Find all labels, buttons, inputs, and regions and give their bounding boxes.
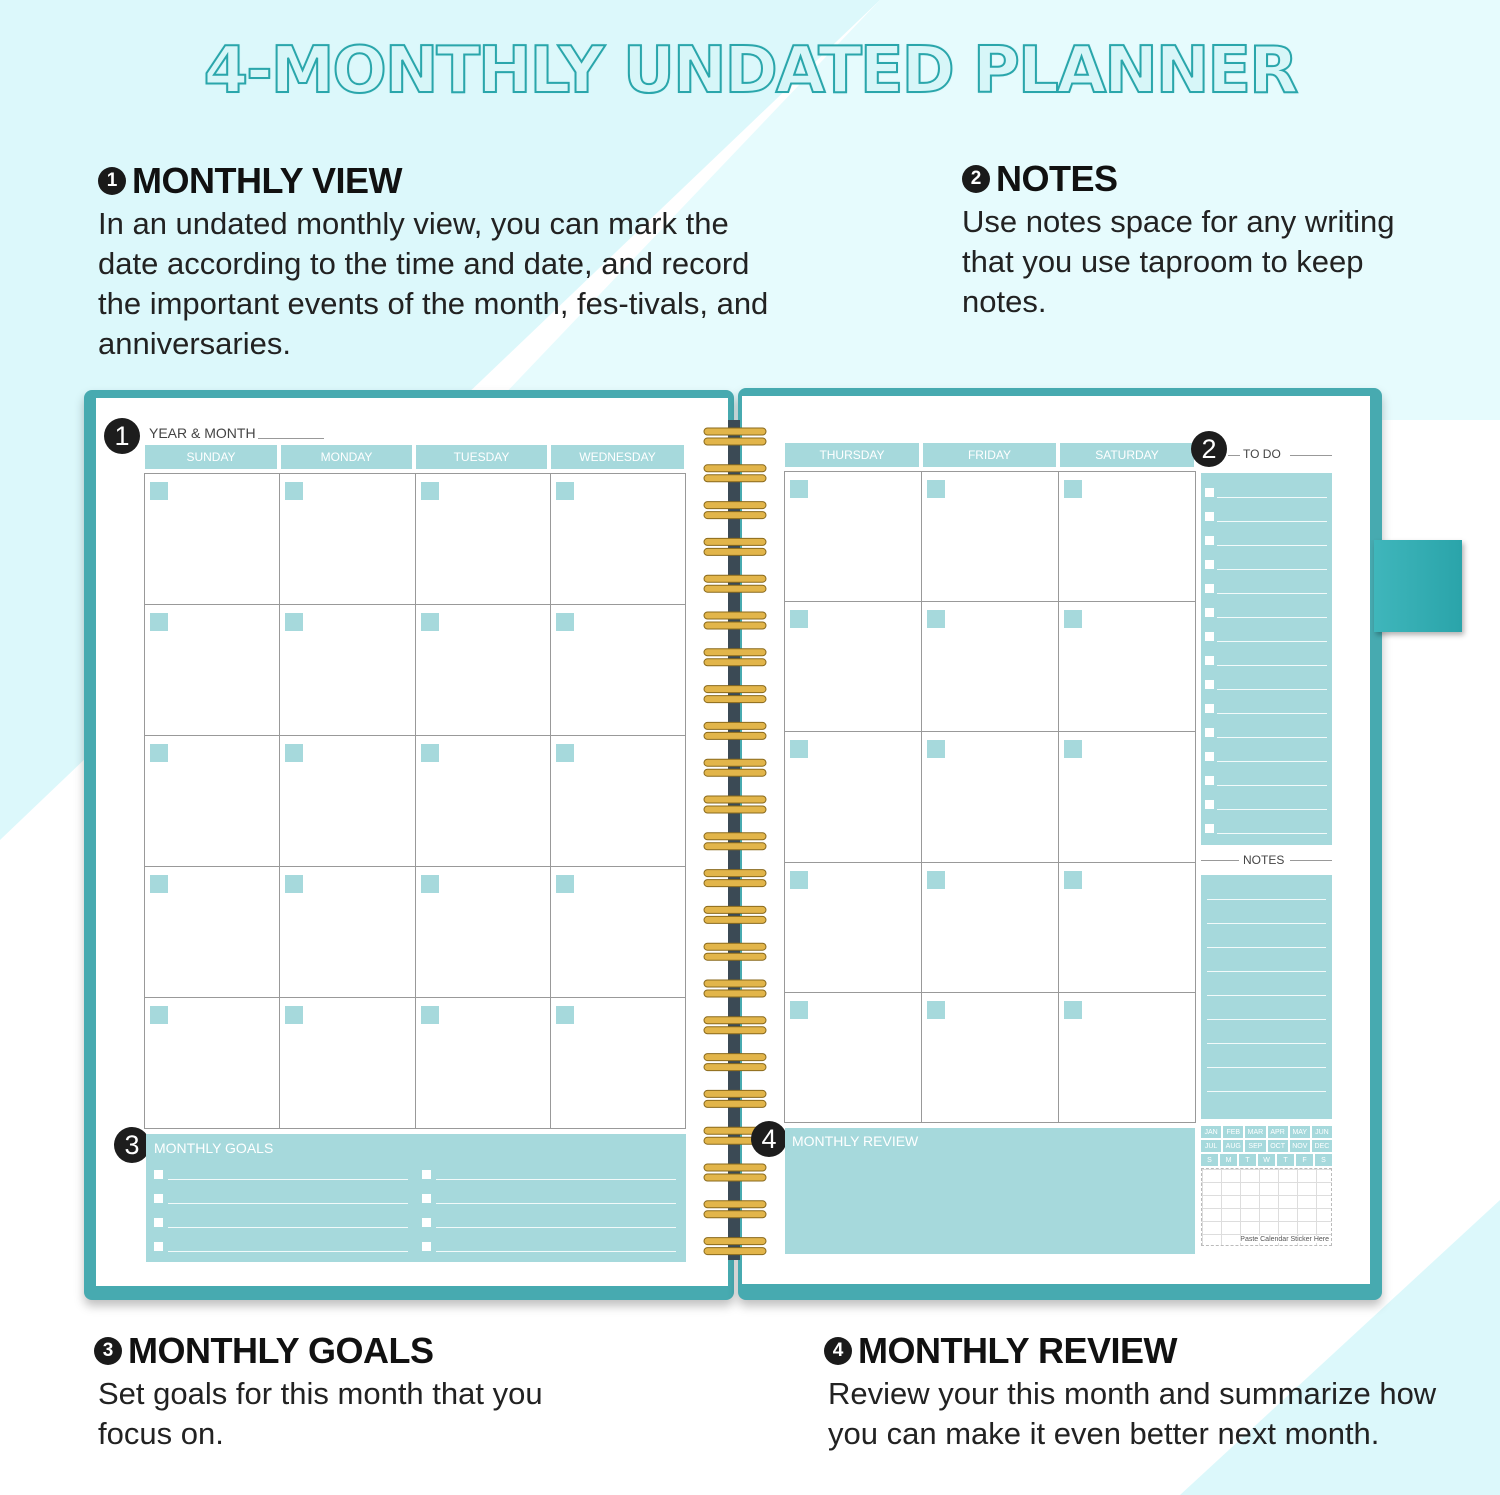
goal-line	[168, 1227, 408, 1228]
todo-checkbox	[1205, 560, 1214, 569]
spiral-ring	[704, 880, 766, 887]
spiral-ring	[704, 475, 766, 482]
feature-monthly-goals	[94, 1330, 594, 1454]
spiral-ring	[704, 465, 766, 472]
spiral-ring	[704, 833, 766, 840]
goal-checkbox	[154, 1194, 163, 1203]
spiral-ring	[704, 796, 766, 803]
todo-checkbox	[1205, 680, 1214, 689]
date-box	[927, 871, 945, 889]
day-cell	[922, 602, 1059, 732]
spiral-ring	[704, 953, 766, 960]
marker-3: 3	[114, 1127, 150, 1163]
marker-1: 1	[104, 418, 140, 454]
date-box	[150, 1006, 168, 1024]
day-cell	[280, 474, 415, 605]
feature-title: NOTES	[996, 158, 1118, 199]
date-box	[285, 1006, 303, 1024]
day-cell	[280, 998, 415, 1129]
day-cell	[1059, 472, 1196, 602]
spiral-ring	[704, 1054, 766, 1061]
number-badge: 3	[94, 1337, 122, 1365]
feature-description: Set goals for this month that you focus on.	[98, 1376, 543, 1451]
spiral-ring	[704, 1090, 766, 1097]
spiral-ring	[704, 1248, 766, 1255]
notes-panel	[1201, 875, 1332, 1119]
weekday-cell: T	[1277, 1154, 1294, 1166]
day-cell	[416, 867, 551, 998]
sticker-area	[1201, 1168, 1332, 1246]
date-box	[1064, 1001, 1082, 1019]
todo-line	[1217, 785, 1327, 786]
feature-title: MONTHLY REVIEW	[858, 1330, 1178, 1371]
month-cell: JUL	[1201, 1140, 1221, 1152]
todo-line-left	[1228, 455, 1240, 456]
number-badge: 2	[962, 165, 990, 193]
spiral-ring	[704, 1238, 766, 1245]
day-header-sunday: SUNDAY	[145, 445, 277, 469]
spiral-ring	[704, 870, 766, 877]
todo-label: TO DO	[1243, 447, 1281, 461]
spiral-ring	[704, 980, 766, 987]
number-badge: 1	[98, 167, 126, 195]
notes-line	[1207, 1091, 1326, 1092]
date-box	[285, 613, 303, 631]
date-box	[285, 482, 303, 500]
day-cell	[145, 736, 280, 867]
day-header-tuesday: TUESDAY	[416, 445, 547, 469]
month-cell: MAR	[1245, 1126, 1265, 1138]
day-header-friday: FRIDAY	[923, 443, 1056, 467]
weekday-cell: S	[1315, 1154, 1332, 1166]
bookmark-tab	[1374, 540, 1462, 632]
feature-title: MONTHLY GOALS	[128, 1330, 434, 1371]
spiral-ring	[704, 732, 766, 739]
todo-line	[1217, 569, 1327, 570]
spiral-ring	[704, 906, 766, 913]
mini-calendar	[1201, 1126, 1332, 1246]
todo-checkbox	[1205, 800, 1214, 809]
todo-checkbox	[1205, 608, 1214, 617]
spiral-ring	[704, 612, 766, 619]
notes-line	[1207, 971, 1326, 972]
day-cell	[922, 472, 1059, 602]
goal-checkbox	[422, 1170, 431, 1179]
month-cell: DEC	[1312, 1140, 1332, 1152]
goal-checkbox	[154, 1170, 163, 1179]
year-month-line	[258, 438, 324, 439]
todo-line	[1217, 665, 1327, 666]
todo-line	[1217, 593, 1327, 594]
month-cell: FEB	[1223, 1126, 1243, 1138]
date-box	[150, 613, 168, 631]
date-box	[421, 875, 439, 893]
todo-line	[1217, 737, 1327, 738]
spiral-ring	[704, 1064, 766, 1071]
notes-line	[1207, 1043, 1326, 1044]
goal-line	[168, 1203, 408, 1204]
day-cell	[1059, 993, 1196, 1123]
todo-checkbox	[1205, 776, 1214, 785]
todo-line	[1217, 833, 1327, 834]
date-box	[150, 482, 168, 500]
date-box	[285, 744, 303, 762]
day-cell	[785, 993, 922, 1123]
goal-checkbox	[422, 1194, 431, 1203]
goal-line	[436, 1203, 676, 1204]
day-header-thursday: THURSDAY	[785, 443, 919, 467]
goal-line	[436, 1179, 676, 1180]
page-title: 4-MONTHLY UNDATED PLANNER	[203, 34, 1297, 108]
date-box	[927, 740, 945, 758]
spiral-ring	[704, 548, 766, 555]
todo-line	[1217, 809, 1327, 810]
day-cell	[416, 474, 551, 605]
monthly-goals-panel	[146, 1134, 686, 1262]
day-cell	[1059, 602, 1196, 732]
todo-checkbox	[1205, 656, 1214, 665]
todo-line	[1217, 689, 1327, 690]
weekday-cell: W	[1258, 1154, 1275, 1166]
month-cell: AUG	[1223, 1140, 1243, 1152]
day-cell	[551, 867, 686, 998]
spiral-ring	[704, 512, 766, 519]
notes-label: NOTES	[1243, 853, 1285, 867]
date-box	[421, 744, 439, 762]
date-box	[556, 1006, 574, 1024]
feature-description: Review your this month and summarize how you can make it even better next month.	[828, 1376, 1437, 1451]
months-row-2	[1201, 1140, 1332, 1152]
date-box	[1064, 740, 1082, 758]
date-box	[556, 875, 574, 893]
spiral-ring	[704, 806, 766, 813]
todo-line	[1217, 641, 1327, 642]
day-cell	[551, 605, 686, 736]
goal-line	[436, 1227, 676, 1228]
date-box	[421, 482, 439, 500]
date-box	[790, 740, 808, 758]
spiral-ring	[704, 686, 766, 693]
todo-checkbox	[1205, 512, 1214, 521]
date-box	[556, 482, 574, 500]
day-header-monday: MONDAY	[281, 445, 412, 469]
todo-checkbox	[1205, 536, 1214, 545]
spiral-ring	[704, 659, 766, 666]
spiral-ring	[704, 585, 766, 592]
todo-checkbox	[1205, 824, 1214, 833]
day-cell	[922, 732, 1059, 862]
goal-line	[168, 1251, 408, 1252]
date-box	[421, 1006, 439, 1024]
todo-checkbox	[1205, 488, 1214, 497]
weekday-cell: S	[1201, 1154, 1218, 1166]
date-box	[1064, 480, 1082, 498]
day-cell	[145, 474, 280, 605]
spiral-ring	[704, 1027, 766, 1034]
todo-line	[1217, 497, 1327, 498]
left-calendar-grid	[144, 473, 686, 1129]
spiral-ring	[704, 1174, 766, 1181]
monthly-review-panel	[785, 1128, 1195, 1254]
todo-line	[1217, 521, 1327, 522]
todo-line	[1217, 761, 1327, 762]
day-cell	[922, 863, 1059, 993]
spiral-ring	[704, 438, 766, 445]
day-cell	[280, 867, 415, 998]
day-cell	[1059, 732, 1196, 862]
day-header-saturday: SATURDAY	[1060, 443, 1194, 467]
todo-line	[1217, 545, 1327, 546]
date-box	[790, 480, 808, 498]
todo-panel	[1201, 473, 1332, 845]
sticker-text: Paste Calendar Sticker Here	[1240, 1236, 1329, 1243]
spiral-ring	[704, 538, 766, 545]
todo-checkbox	[1205, 752, 1214, 761]
day-cell	[416, 605, 551, 736]
feature-monthly-review	[824, 1330, 1484, 1454]
todo-line	[1217, 617, 1327, 618]
marker-2: 2	[1191, 431, 1227, 467]
marker-4: 4	[751, 1121, 787, 1157]
weekday-cell: T	[1239, 1154, 1256, 1166]
month-cell: APR	[1268, 1126, 1288, 1138]
date-box	[421, 613, 439, 631]
day-cell	[280, 736, 415, 867]
feature-description: In an undated monthly view, you can mark the date according to the time and date, and record the important events of the month, fes-tivals, and anniversaries.	[98, 206, 769, 361]
date-box	[927, 480, 945, 498]
month-cell: JAN	[1201, 1126, 1221, 1138]
date-box	[1064, 871, 1082, 889]
goal-checkbox	[422, 1218, 431, 1227]
spiral-ring	[704, 843, 766, 850]
day-cell	[145, 998, 280, 1129]
month-cell: OCT	[1268, 1140, 1288, 1152]
date-box	[927, 610, 945, 628]
day-cell	[1059, 863, 1196, 993]
day-cell	[416, 736, 551, 867]
spiral-ring	[704, 722, 766, 729]
date-box	[556, 613, 574, 631]
day-cell	[551, 998, 686, 1129]
todo-checkbox	[1205, 632, 1214, 641]
date-box	[556, 744, 574, 762]
date-box	[790, 1001, 808, 1019]
day-cell	[785, 472, 922, 602]
month-cell: JUN	[1312, 1126, 1332, 1138]
day-cell	[785, 602, 922, 732]
date-box	[1064, 610, 1082, 628]
feature-description: Use notes space for any writing that you use taproom to keep notes.	[962, 204, 1395, 319]
goal-checkbox	[422, 1242, 431, 1251]
day-cell	[922, 993, 1059, 1123]
spiral-ring	[704, 1100, 766, 1107]
spiral-ring	[704, 1017, 766, 1024]
months-row-1	[1201, 1126, 1332, 1138]
date-box	[790, 610, 808, 628]
monthly-goals-label: MONTHLY GOALS	[154, 1140, 274, 1156]
weekday-cell: M	[1220, 1154, 1237, 1166]
feature-title: MONTHLY VIEW	[132, 160, 403, 201]
goal-line	[168, 1179, 408, 1180]
date-box	[150, 744, 168, 762]
spiral-ring	[704, 575, 766, 582]
year-month-label: YEAR & MONTH	[149, 425, 256, 441]
spiral-ring	[704, 1201, 766, 1208]
day-cell	[145, 867, 280, 998]
monthly-review-label: MONTHLY REVIEW	[792, 1133, 919, 1149]
right-calendar-grid	[784, 471, 1196, 1123]
spiral-ring	[704, 696, 766, 703]
spiral-ring	[704, 502, 766, 509]
day-cell	[785, 863, 922, 993]
todo-line-right	[1290, 455, 1332, 456]
notes-line	[1207, 995, 1326, 996]
day-cell	[785, 732, 922, 862]
date-box	[790, 871, 808, 889]
spiral-ring	[704, 943, 766, 950]
month-cell: SEP	[1245, 1140, 1265, 1152]
notes-line	[1207, 1019, 1326, 1020]
day-cell	[145, 605, 280, 736]
spiral-ring	[704, 916, 766, 923]
spiral-ring	[704, 990, 766, 997]
number-badge: 4	[824, 1337, 852, 1365]
feature-head	[94, 1330, 594, 1372]
day-cell	[551, 474, 686, 605]
day-header-wednesday: WEDNESDAY	[551, 445, 684, 469]
day-cell	[551, 736, 686, 867]
feature-head	[824, 1330, 1484, 1372]
goal-line	[436, 1251, 676, 1252]
goal-checkbox	[154, 1242, 163, 1251]
todo-checkbox	[1205, 584, 1214, 593]
weekday-row	[1201, 1154, 1332, 1166]
spiral-ring	[704, 622, 766, 629]
month-cell: MAY	[1290, 1126, 1310, 1138]
notes-line	[1207, 923, 1326, 924]
notes-line-right	[1290, 860, 1332, 861]
spiral-ring	[704, 759, 766, 766]
notes-line	[1207, 1067, 1326, 1068]
goal-checkbox	[154, 1218, 163, 1227]
day-cell	[280, 605, 415, 736]
notes-line-left	[1201, 860, 1239, 861]
weekday-cell: F	[1296, 1154, 1313, 1166]
spiral-ring	[704, 1211, 766, 1218]
spiral-ring	[704, 428, 766, 435]
date-box	[150, 875, 168, 893]
notes-line	[1207, 947, 1326, 948]
month-cell: NOV	[1290, 1140, 1310, 1152]
date-box	[285, 875, 303, 893]
todo-checkbox	[1205, 728, 1214, 737]
day-cell	[416, 998, 551, 1129]
spiral-ring	[704, 649, 766, 656]
date-box	[927, 1001, 945, 1019]
todo-checkbox	[1205, 704, 1214, 713]
notes-line	[1207, 899, 1326, 900]
spiral-ring	[704, 1164, 766, 1171]
spiral-ring	[704, 769, 766, 776]
todo-line	[1217, 713, 1327, 714]
